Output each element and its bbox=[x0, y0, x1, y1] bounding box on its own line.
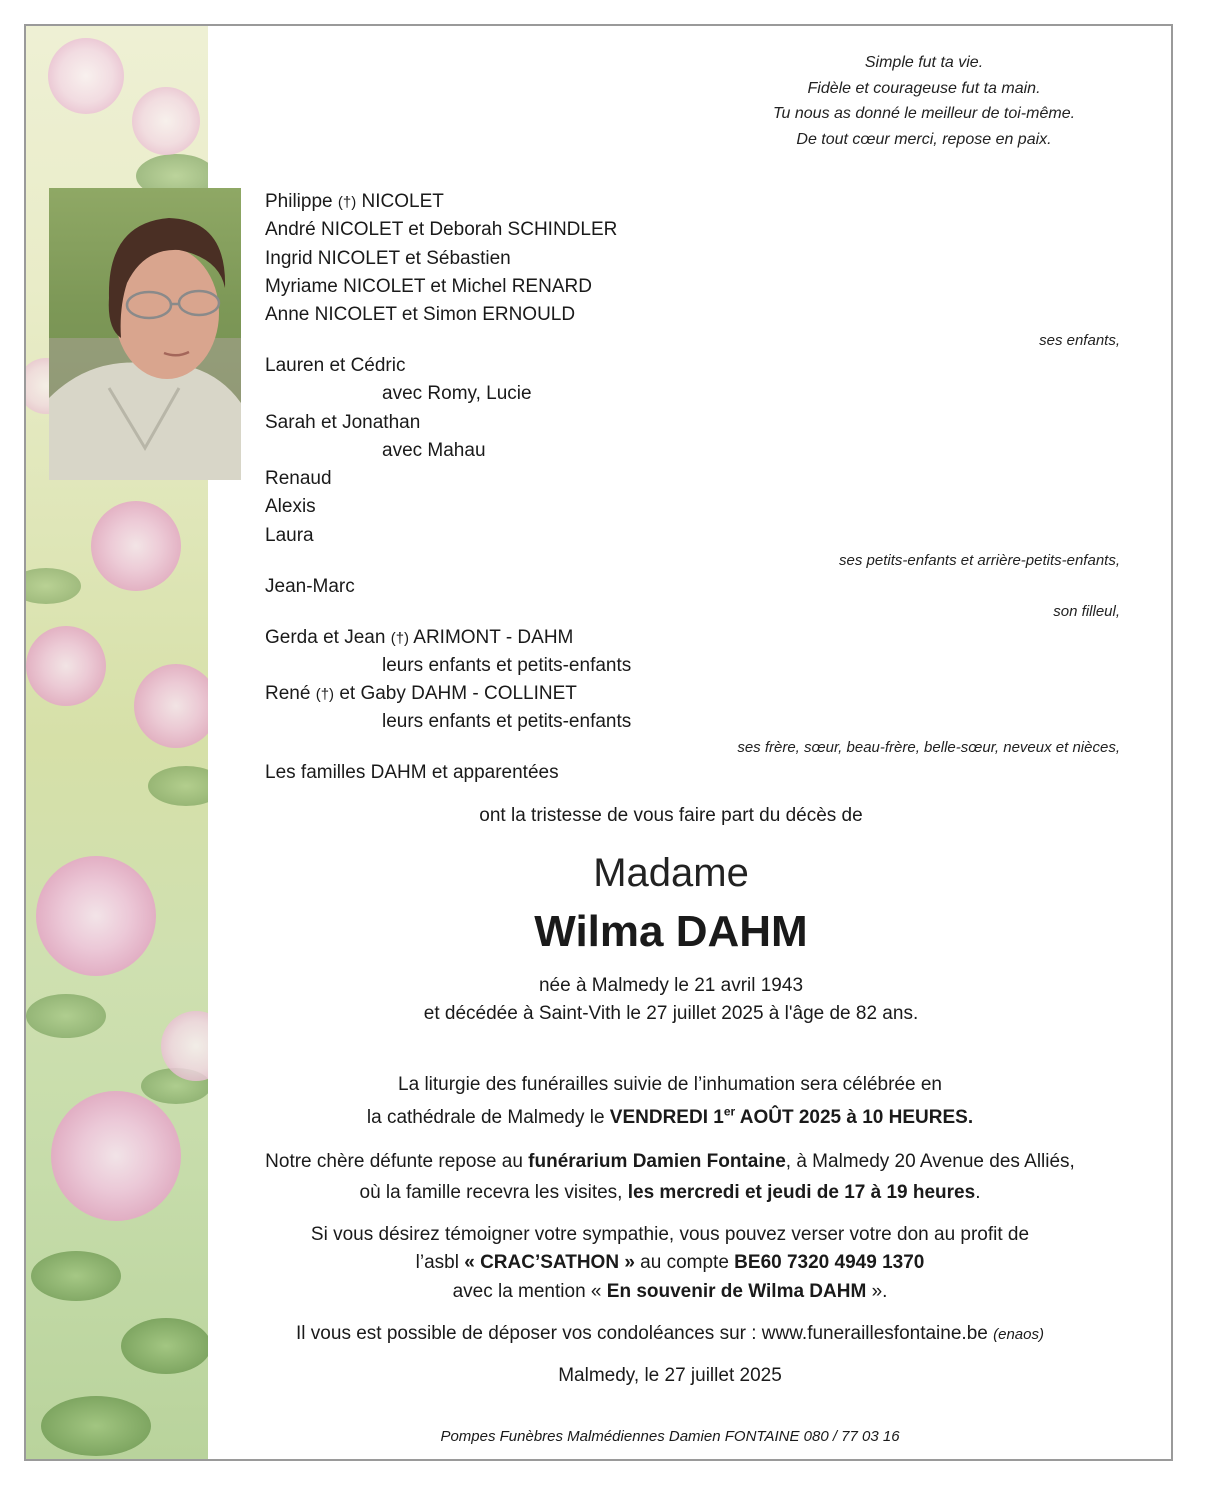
poem bbox=[700, 50, 1148, 152]
bank-account: BE60 7320 4949 1370 bbox=[734, 1252, 925, 1273]
donation-line-2 bbox=[210, 1251, 1130, 1275]
rest-address: , à Malmedy 20 Avenue des Alliés, bbox=[785, 1151, 1075, 1172]
ordinal-suffix: er bbox=[723, 1104, 736, 1119]
child-anne: Anne NICOLET et Simon ERNOULD bbox=[265, 304, 576, 325]
place-date: Malmedy, le 27 juillet 2025 bbox=[558, 1365, 782, 1386]
condolences-line bbox=[210, 1322, 1130, 1347]
donation-line-3 bbox=[210, 1280, 1130, 1304]
charity-name: « CRAC’SATHON » bbox=[464, 1252, 635, 1273]
siblings-label: ses frère, sœur, beau-frère, belle-sœur, neveux et nièces, bbox=[737, 739, 1120, 756]
grandchild-lauren: Lauren et Cédric bbox=[265, 355, 406, 376]
donation-line-1: Si vous désirez témoigner votre sympathie, vous pouvez verser votre don au profit de bbox=[310, 1224, 1030, 1245]
grandchild-laura: Laura bbox=[265, 525, 314, 546]
dagger-mark: (†) bbox=[315, 686, 335, 703]
rest-text: Notre chère défunte repose au bbox=[265, 1151, 529, 1172]
deceased-name: Wilma DAHM bbox=[534, 907, 808, 956]
great-grandchildren-lauren: avec Romy, Lucie bbox=[382, 383, 532, 404]
title-madame: Madame bbox=[593, 851, 749, 895]
grandchildren-label: ses petits-enfants et arrière-petits-enfants, bbox=[839, 552, 1120, 569]
condolences-text: Il vous est possible de déposer vos condoléances sur : www.funeraillesfontaine.be bbox=[296, 1323, 988, 1344]
name-text: NICOLET bbox=[361, 191, 444, 212]
sibling-gerda-family: leurs enfants et petits-enfants bbox=[382, 655, 632, 676]
donation-text: ». bbox=[866, 1281, 888, 1302]
grandchild-renaud: Renaud bbox=[265, 468, 332, 489]
funeral-day: VENDREDI 1 bbox=[609, 1107, 724, 1128]
children-label: ses enfants, bbox=[1039, 332, 1120, 349]
donation-text: au compte bbox=[634, 1252, 735, 1273]
rest-line-1 bbox=[210, 1150, 1130, 1174]
liturgy-line-2 bbox=[210, 1106, 1130, 1130]
great-grandchildren-sarah: avec Mahau bbox=[382, 440, 486, 461]
funeral-home: funérarium Damien Fontaine bbox=[528, 1151, 786, 1172]
footer-undertaker: Pompes Funèbres Malmédiennes Damien FONTAINE 080 / 77 03 16 bbox=[440, 1428, 900, 1445]
rest-line-2 bbox=[210, 1181, 1130, 1205]
child-andre: André NICOLET et Deborah SCHINDLER bbox=[265, 219, 618, 240]
godson-name: Jean-Marc bbox=[265, 576, 355, 597]
name-text: Gerda et Jean bbox=[265, 627, 386, 648]
birth-line: née à Malmedy le 21 avril 1943 bbox=[538, 975, 804, 996]
child-ingrid: Ingrid NICOLET et Sébastien bbox=[265, 248, 511, 269]
child-philippe bbox=[265, 190, 444, 215]
sibling-rene bbox=[265, 682, 577, 707]
families-line: Les familles DAHM et apparentées bbox=[265, 762, 559, 783]
name-text: ARIMONT - DAHM bbox=[413, 627, 574, 648]
donation-text: l’asbl bbox=[415, 1252, 465, 1273]
visits-end: . bbox=[975, 1182, 981, 1203]
condolences-note: (enaos) bbox=[993, 1326, 1044, 1343]
poem-line: De tout cœur merci, repose en paix. bbox=[796, 130, 1052, 148]
dagger-mark: (†) bbox=[337, 194, 357, 211]
funeral-time: AOÛT 2025 à 10 HEURES. bbox=[735, 1107, 974, 1128]
child-myriame: Myriame NICOLET et Michel RENARD bbox=[265, 276, 592, 297]
portrait-illustration bbox=[49, 188, 241, 480]
portrait-photo bbox=[49, 188, 241, 480]
visit-hours: les mercredi et jeudi de 17 à 19 heures bbox=[627, 1182, 976, 1203]
name-text: Philippe bbox=[265, 191, 333, 212]
poem-line: Fidèle et courageuse fut ta main. bbox=[807, 79, 1041, 97]
announcement: ont la tristesse de vous faire part du décès de bbox=[479, 805, 863, 826]
donation-mention: En souvenir de Wilma DAHM bbox=[606, 1281, 867, 1302]
liturgy-text: la cathédrale de Malmedy le bbox=[366, 1107, 610, 1128]
grandchild-alexis: Alexis bbox=[265, 496, 316, 517]
death-line: et décédée à Saint-Vith le 27 juillet 2025 à l'âge de 82 ans. bbox=[423, 1003, 919, 1024]
name-text: et Gaby DAHM - COLLINET bbox=[339, 683, 577, 704]
funeral-date bbox=[609, 1104, 974, 1128]
grandchild-sarah: Sarah et Jonathan bbox=[265, 412, 421, 433]
godson-label: son filleul, bbox=[1053, 603, 1120, 620]
poem-line: Simple fut ta vie. bbox=[864, 54, 984, 71]
sibling-gerda bbox=[265, 626, 573, 651]
sibling-rene-family: leurs enfants et petits-enfants bbox=[382, 711, 632, 732]
dagger-mark: (†) bbox=[390, 630, 410, 647]
liturgy-line-1: La liturgie des funérailles suivie de l’inhumation sera célébrée en bbox=[398, 1074, 942, 1095]
visits-text: où la famille recevra les visites, bbox=[359, 1182, 628, 1203]
name-text: René bbox=[265, 683, 311, 704]
donation-text: avec la mention « bbox=[452, 1281, 607, 1302]
poem-line: Tu nous as donné le meilleur de toi-même. bbox=[772, 105, 1076, 122]
